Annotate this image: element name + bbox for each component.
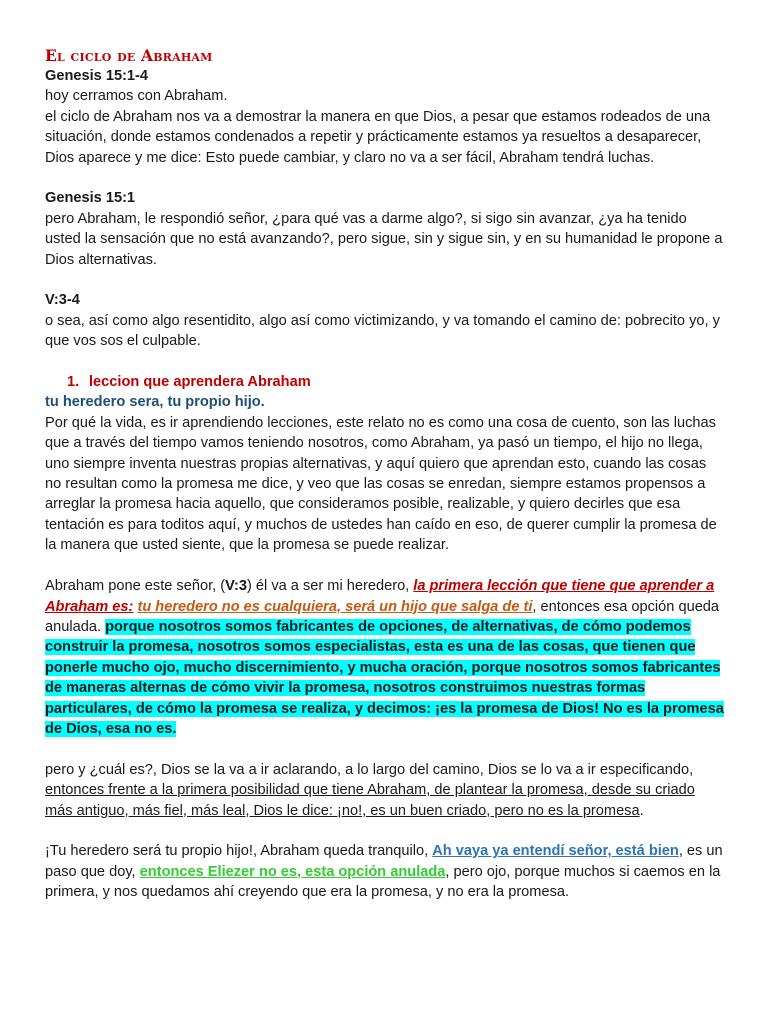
paragraph: Por qué la vida, es ir aprendiendo lecciones, este relato no es como una cosa de cuento, son las luchas que a través del tiempo vamos teniendo nosotros, como Abraham, ya pasó un tiempo, el hijo no llega, uno siempre inventa nuestras propias alternativas, y aquí quiero que aprendan esto, cuando las cosas no resultan como la promesa me dice, y veo que las cosas se enredan, siempre estamos propensos a arreglar la promesa hacia aquello, que consideramos posible, realizable, y quiero decirles que esa tentación es para toditos aquí, y muchos de ustedes han caído en eso, de querer cumplir la promesa de la manera que usted siente, que la promesa se puede realizar. xyxy=(45,414,717,554)
lesson-intro-text: la primera lección que tiene que aprender a Abraham es: xyxy=(45,578,715,615)
paragraph: pero y ¿cuál es?, Dios se la va a ir aclarando, a lo largo del camino, Dios se lo va a ir especificando, entonces frente a la primera posibilidad que tiene Abraham, de plantear la promesa, desde su criado más antiguo, más fiel, más leal, Dios le dice: ¡no!, es un buen criado, pero no es la promesa. xyxy=(45,761,695,819)
list-number: 1. xyxy=(67,374,80,391)
paragraph: pero Abraham, le respondió señor, ¿para qué vas a darme algo?, si sigo sin avanzar, ¿ya ha tenido usted la sensación que no está avanzando?, pero sigue, sin y sigue sin, y en su humanidad le propone a Dios alternativas. xyxy=(45,210,723,268)
underlined-text: entonces frente a la primera posibilidad que tiene Abraham, de plantear la promesa, desde su criado más antiguo, más fiel, más leal, Dios le dice: ¡no!, es un buen criado, pero no es la promesa xyxy=(45,782,695,819)
verse-ref-inline: V:3 xyxy=(225,578,248,595)
list-item-text: leccion que aprendera Abraham xyxy=(89,374,311,391)
green-underlined-text: entonces Eliezer no es, esta opción anulada xyxy=(139,863,446,880)
highlighted-text: porque nosotros somos fabricantes de opciones, de alternativas, de cómo podemos construir la promesa, nosotros somos especialistas, esta es una de las cosas, que tienen que ponerle mucho ojo, mucho discernimiento, y mucha oración, porque nosotros somos fabricantes de maneras alternas de cómo vivir la promesa, nosotros construimos nuestras formas particulares, de cómo la promesa se realiza, y decimos: ¡es la promesa de Dios! No es la promesa de Dios, esa no es. xyxy=(45,618,724,737)
document-body xyxy=(45,46,725,903)
numbered-list-item xyxy=(67,372,725,392)
scripture-reference: Genesis 15:1 xyxy=(45,190,136,207)
verse-reference: V:3-4 xyxy=(45,292,80,309)
document-title: El ciclo de Abraham xyxy=(45,46,213,65)
paragraph-highlighted: Abraham pone este señor, (V:3) él va a ser mi heredero, la primera lección que tiene que aprender a Abraham es: tu heredero no es cualquiera, será un hijo que salga de ti, entonces esa opción queda anulada. porque nosotros somos fabricantes de opciones, de alternativas, de cómo podemos construir la promesa, nosotros somos especialistas, esta es una de las cosas, que tienen que ponerle mucho ojo, mucho discernimiento, y mucha oración, porque nosotros somos fabricantes de maneras alternas de cómo vivir la promesa, nosotros construimos nuestras formas particulares, de cómo la promesa se realiza, y decimos: ¡es la promesa de Dios! No es la promesa de Dios, esa no es. xyxy=(45,578,724,737)
paragraph: ¡Tu heredero será tu propio hijo!, Abraham queda tranquilo, Ah vaya ya entendí señor, está bien, es un paso que doy, entonces Eliezer no es, esta opción anulada, pero ojo, porque muchos si caemos en la primera, y nos quedamos ahí creyendo que era la promesa, y no era la promesa. xyxy=(45,843,723,901)
intro-paragraph: el ciclo de Abraham nos va a demostrar la manera en que Dios, a pesar que estamos rodeados de una situación, donde estamos condenados a repetir y prácticamente estamos ya resueltos a desaparecer, Dios aparece y me dice: Esto puede cambiar, y claro no va a ser fácil, Abraham tendrá luchas. xyxy=(45,108,711,166)
blue-underlined-text: Ah vaya ya entendí señor, está bien xyxy=(432,843,679,860)
paragraph: o sea, así como algo resentidito, algo así como victimizando, y va tomando el camino de: pobrecito yo, y que vos sos el culpable. xyxy=(45,312,720,350)
lesson-text: tu heredero no es cualquiera, será un hijo que salga de ti xyxy=(137,598,533,615)
scripture-reference: Genesis 15:1-4 xyxy=(45,68,149,84)
intro-line: hoy cerramos con Abraham. xyxy=(45,88,228,105)
subheading: tu heredero sera, tu propio hijo. xyxy=(45,394,265,411)
